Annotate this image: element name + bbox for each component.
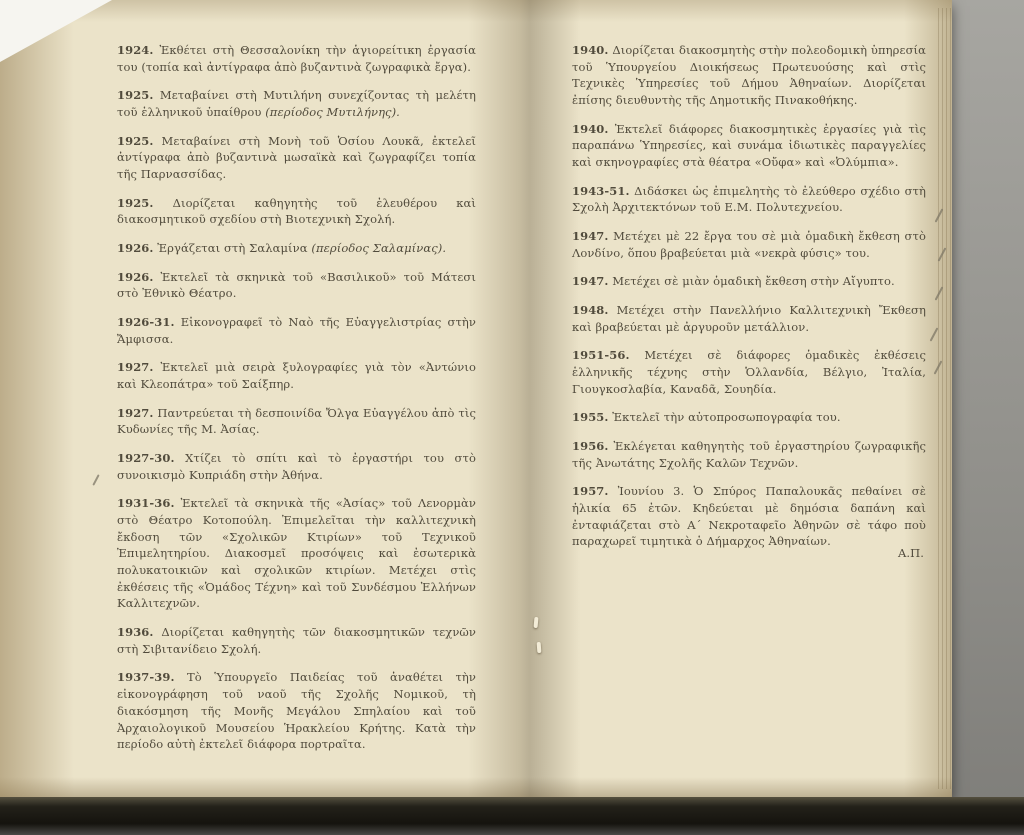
entry-year: 1951-56. <box>572 348 630 363</box>
entry-text: Μετέχει μὲ 22 ἔργα του σὲ μιὰ ὁμαδικὴ ἔκθεση στὸ Λονδίνο, ὅπου βραβεύεται μιὰ «νεκρὰ φύσις» του. <box>572 229 926 260</box>
entry-year: 1943-51. <box>572 183 630 198</box>
entry-year: 1947. <box>572 274 609 289</box>
entry-year: 1927-30. <box>117 451 175 466</box>
entry-year: 1955. <box>572 410 609 425</box>
entry-year: 1925. <box>117 133 154 148</box>
chronology-entry <box>572 483 926 550</box>
chronology-entry <box>572 302 926 335</box>
entry-year: 1926-31. <box>117 315 175 330</box>
entry-text: Διορίζεται καθηγητὴς τῶν διακοσμητικῶν τεχνῶν στὴ Σιβιτανίδειο Σχολή. <box>117 625 476 656</box>
chronology-entry <box>117 669 476 752</box>
entry-year: 1925. <box>117 88 154 103</box>
entry-text: Ἐργάζεται στὴ Σαλαμίνα <box>153 241 308 256</box>
entry-year: 1940. <box>572 43 609 57</box>
entry-italic-text: (περίοδος Σαλαμίνας). <box>307 241 447 256</box>
chronology-entry <box>572 121 926 171</box>
chronology-entry <box>117 495 476 612</box>
chronology-entry <box>117 359 476 392</box>
chronology-entry <box>117 133 476 183</box>
entry-year: 1927. <box>117 405 154 420</box>
chronology-entry <box>572 228 926 261</box>
entry-year: 1936. <box>117 625 154 640</box>
entry-text: Ἐκτελεῖ διάφορες διακοσμητικὲς ἐργασίες γιὰ τὶς παραπάνω Ὑπηρεσίες, καὶ συνάμα ἰδιωτικὲς παραγγελίες καὶ σκηνογραφίες στὰ θέατρα «Οὔφα» καὶ «Ὀλύμπια». <box>572 121 926 170</box>
entry-year: 1957. <box>572 484 609 499</box>
left-page-text-column <box>117 42 476 765</box>
chronology-entry <box>117 405 476 438</box>
entry-year: 1931-36. <box>117 496 175 511</box>
entry-year: 1926. <box>117 241 154 256</box>
entry-text: Μετέχει σὲ μιὰν ὁμαδικὴ ἔκθεση στὴν Αἴγυπτο. <box>608 274 895 289</box>
chronology-entry <box>572 183 926 216</box>
chronology-entry <box>117 195 476 228</box>
scan-bottom-edge <box>0 797 1024 835</box>
chronology-entry <box>117 42 476 75</box>
entry-text: Εἰκονογραφεῖ τὸ Ναὸ τῆς Εὐαγγελιστρίας στὴν Ἄμφισσα. <box>117 315 476 346</box>
chronology-entry <box>117 624 476 657</box>
entry-text: Ἐκτελεῖ μιὰ σειρὰ ξυλογραφίες γιὰ τὸν «Ἀντώνιο καὶ Κλεοπάτρα» τοῦ Σαίξπηρ. <box>117 360 476 392</box>
binding-thread <box>537 642 542 653</box>
entry-year: 1924. <box>117 43 154 57</box>
chronology-entry <box>572 347 926 397</box>
right-page-entries <box>572 42 926 550</box>
entry-text: Τὸ Ὑπουργεῖο Παιδείας τοῦ ἀναθέτει τὴν εἰκονογράφηση τοῦ ναοῦ τῆς Σχολῆς Νομικοῦ, τὴ διακόσμηση τῆς Μονῆς Μεγάλου Σπηλαίου καὶ τοῦ Ἀρχαιολογικοῦ Μουσείου Ἡρακλείου Κρήτης. Κατὰ τὴν περίοδο αὐτὴ ἐκτελεῖ διάφορα πορτραῖτα. <box>117 670 476 752</box>
chronology-entry <box>117 269 476 302</box>
chronology-entry <box>572 409 926 426</box>
entry-text: Ἰουνίου 3. Ὁ Σπύρος Παπαλουκᾶς πεθαίνει σὲ ἡλικία 65 ἐτῶν. Κηδεύεται μὲ δημόσια δαπάνη καὶ ἐνταφιάζεται στὸ Α΄ Νεκροταφεῖο Ἀθηνῶν σὲ τάφο ποὺ παραχωρεῖ τιμητικὰ ὁ Δήμαρχος Ἀθηναίων. <box>572 484 926 549</box>
entry-year: 1925. <box>117 195 154 210</box>
binding-thread <box>534 617 539 628</box>
entry-text: Μεταβαίνει στὴ Μυτιλήνη συνεχίζοντας τὴ μελέτη τοῦ ἑλληνικοῦ ὑπαίθρου <box>117 88 476 120</box>
entry-year: 1940. <box>572 121 609 136</box>
entry-year: 1948. <box>572 303 609 318</box>
chronology-entry <box>117 450 476 483</box>
chronology-entry <box>117 87 476 120</box>
entry-text: Μετέχει σὲ διάφορες ὁμαδικὲς ἐκθέσεις ἑλληνικῆς τέχνης στὴν Ὁλλανδία, Βέλγιο, Ἰταλία, Γιουγκοσλαβία, Καναδᾶ, Σουηδία. <box>572 348 926 396</box>
entry-year: 1947. <box>572 229 609 244</box>
entry-year: 1956. <box>572 439 609 454</box>
right-page-text-column <box>572 42 926 562</box>
entry-text: Ἐκτελεῖ τὰ σκηνικὰ τοῦ «Βασιλικοῦ» τοῦ Μάτεσι στὸ Ἐθνικὸ Θέατρο. <box>117 269 476 301</box>
entry-text: Παντρεύεται τὴ δεσποινίδα Ὄλγα Εὐαγγέλου ἀπὸ τὶς Κυδωνίες τῆς Μ. Ἀσίας. <box>117 405 476 437</box>
entry-text: Χτίζει τὸ σπίτι καὶ τὸ ἐργαστήρι του στὸ συνοικισμὸ Κυπριάδη στὴν Ἀθήνα. <box>117 451 476 482</box>
entry-text: Μετέχει στὴν Πανελλήνιο Καλλιτεχνικὴ Ἔκθεση καὶ βραβεύεται μὲ ἀργυροῦν μετάλλιον. <box>572 303 926 334</box>
page-edge-stack <box>938 8 952 789</box>
chronology-entry <box>117 240 476 257</box>
chronology-entry <box>572 42 926 109</box>
entry-text: Ἐκλέγεται καθηγητὴς τοῦ ἐργαστηρίου ζωγραφικῆς τῆς Ἀνωτάτης Σχολῆς Καλῶν Τεχνῶν. <box>572 439 926 470</box>
entry-italic-text: (περίοδος Μυτιλήνης). <box>261 105 400 120</box>
entry-year: 1937-39. <box>117 670 175 685</box>
entry-text: Ἐκτελεῖ τὴν αὐτοπροσωπογραφία του. <box>608 410 841 425</box>
chronology-entry <box>572 273 926 290</box>
chronology-entry <box>117 314 476 347</box>
author-initials: Α.Π. <box>897 546 924 561</box>
chronology-entry <box>572 438 926 471</box>
entry-text: Ἐκτελεῖ τὰ σκηνικὰ τῆς «Ἀσίας» τοῦ Λενορμὰν στὸ Θέατρο Κοτοπούλη. Ἐπιμελεῖται τὴν καλλιτεχνικὴ ἔκδοση τῶν «Σχολικῶν Κτιρίων» τοῦ Τεχνικοῦ Ἐπιμελητηρίου. Διακοσμεῖ προσόψεις καὶ ἐσωτερικὰ πολυκατοικιῶν καὶ σχολικῶν κτιρίων. Μετέχει στὶς ἐκθέσεις τῆς «Ὁμάδος Τέχνη» καὶ τοῦ Συνδέσμου Ἑλλήνων Καλλιτεχνῶν. <box>117 496 476 611</box>
entry-year: 1926. <box>117 269 154 284</box>
entry-year: 1927. <box>117 360 154 375</box>
entry-text: Διορίζεται καθηγητὴς τοῦ ἐλευθέρου καὶ διακοσμητικοῦ σχεδίου στὴ Βιοτεχνικὴ Σχολή. <box>117 195 476 227</box>
entry-text: Μεταβαίνει στὴ Μονὴ τοῦ Ὁσίου Λουκᾶ, ἐκτελεῖ ἀντίγραφα ἀπὸ βυζαντινὰ μωσαϊκὰ καὶ ζωγραφίζει τοπία τῆς Παρνασσίδας. <box>117 133 476 182</box>
entry-text: Ἐκθέτει στὴ Θεσσαλονίκη τὴν ἁγιορείτικη ἐργασία του (τοπία καὶ ἀντίγραφα ἀπὸ βυζαντινὰ ζωγραφικὰ ἔργα). <box>117 43 476 74</box>
pencil-mark <box>92 474 99 486</box>
entry-text: Διορίζεται διακοσμητὴς στὴν πολεοδομικὴ ὑπηρεσία τοῦ Ὑπουργείου Διοικήσεως Πρωτευούσης καὶ στὶς Τεχνικὲς Ὑπηρεσίες τοῦ Δήμου Ἀθηναίων. Διορίζεται ἐπίσης διευθυντὴς τῆς Δημοτικῆς Πινακοθήκης. <box>572 43 926 108</box>
entry-text: Διδάσκει ὡς ἐπιμελητὴς τὸ ἐλεύθερο σχέδιο στὴ Σχολὴ Ἀρχιτεκτόνων τοῦ Ε.Μ. Πολυτεχνείου. <box>572 183 926 215</box>
